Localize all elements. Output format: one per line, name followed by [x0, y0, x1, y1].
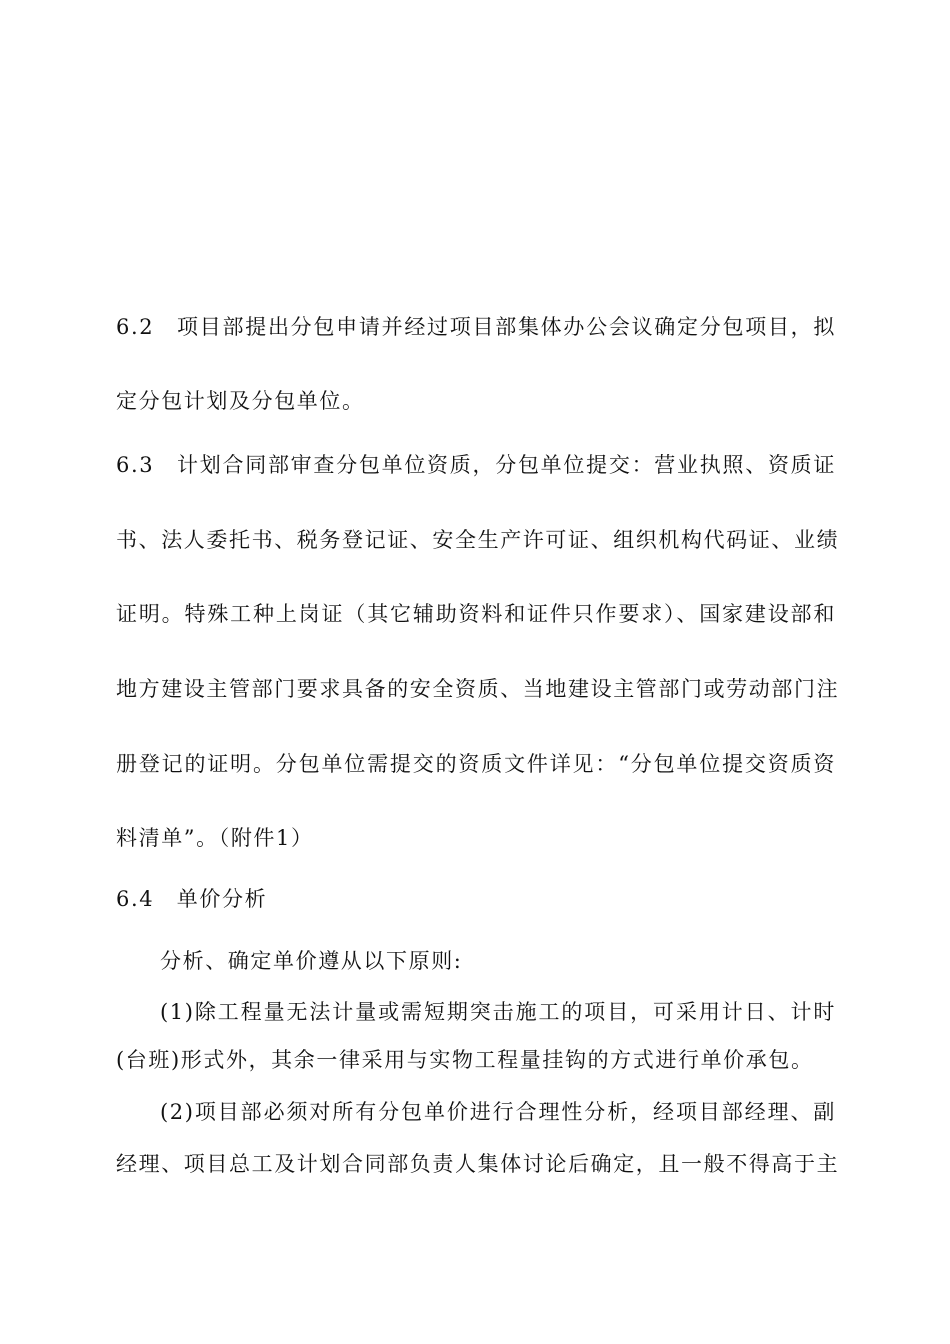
section-6-4-heading: 6.4 单价分析 [116, 887, 268, 911]
section-6-3-line-5: 册登记的证明。分包单位需提交的资质文件详见：“分包单位提交资质资 [116, 752, 836, 776]
section-6-3-line-2: 书、法人委托书、税务登记证、安全生产许可证、组织机构代码证、业绩 [116, 528, 840, 552]
section-6-2-line-2: 定分包计划及分包单位。 [116, 389, 365, 413]
section-6-3-line-6: 料清单”。（附件1） [116, 826, 314, 850]
section-6-2-line-1: 6.2 项目部提出分包申请并经过项目部集体办公会议确定分包项目，拟 [116, 315, 836, 339]
section-6-4-intro: 分析、确定单价遵从以下原则: [160, 949, 463, 973]
item-1-line-1: (1)除工程量无法计量或需短期突击施工的项目，可采用计日、计时 [160, 1000, 836, 1024]
section-6-3-line-3: 证明。特殊工种上岗证（其它辅助资料和证件只作要求）、国家建设部和 [116, 602, 836, 626]
section-6-3-line-4: 地方建设主管部门要求具备的安全资质、当地建设主管部门或劳动部门注 [116, 677, 840, 701]
item-2-line-2: 经理、项目总工及计划合同部负责人集体讨论后确定，且一般不得高于主 [116, 1152, 840, 1176]
item-1-line-2: (台班)形式外，其余一律采用与实物工程量挂钩的方式进行单价承包。 [116, 1048, 814, 1072]
section-6-3-line-1: 6.3 计划合同部审查分包单位资质，分包单位提交：营业执照、资质证 [116, 453, 836, 477]
item-2-line-1: (2)项目部必须对所有分包单价进行合理性分析，经项目部经理、副 [160, 1100, 836, 1124]
